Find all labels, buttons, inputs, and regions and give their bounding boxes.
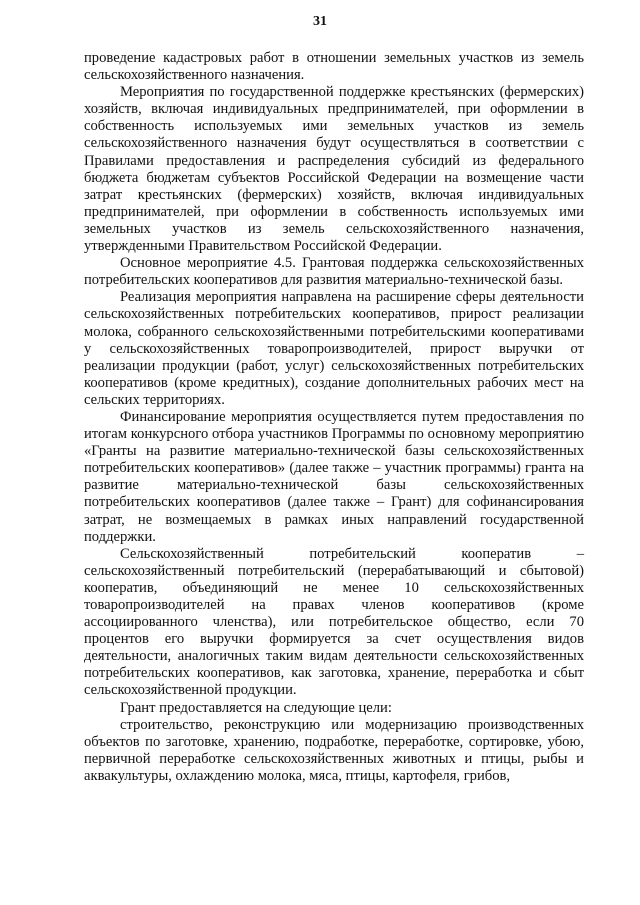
paragraph-implementation: Реализация мероприятия направлена на расширение сферы деятельности сельскохозяйственных потребительских кооперативов, прирост реализации молока, собранного сельскохозяйственными потребительскими кооперативами у сельскохозяйственных товаропроизводителей, прирост выручки от реализации продукции (работ, услуг) сельскохозяйственных потребительских кооперативов (кроме кредитных), создание дополнительных рабочих мест на сельских территориях. (84, 289, 584, 408)
paragraph-financing: Финансирование мероприятия осуществляется путем предоставления по итогам конкурсного отбора участников Программы по основному мероприятию «Гранты на развитие материально-технической базы сельскохозяйственных потребительских кооперативов» (далее также – участник программы) гранта на развитие материально-технической базы сельскохозяйственных потребительских кооперативов (далее также – Грант) для софинансирования затрат, не возмещаемых в рамках иных направлений государственной поддержки. (84, 408, 584, 545)
paragraph-grant-goals: Грант предоставляется на следующие цели: (120, 699, 392, 716)
paragraph-cooperative-definition: Сельскохозяйственный потребительский кооператив – сельскохозяйственный потребительский (перерабатывающий и сбытовой) кооператив, объединяющий не менее 10 сельскохозяйственных товаропроизводителей на правах членов кооперативов (кроме ассоциированного членства), или потребительское общество, если 70 процентов его выручки формируется за счет осуществления видов деятельности, аналогичных таким видам деятельности сельскохозяйственных потребительских кооперативов, как заготовка, хранение, переработка и сбыт сельскохозяйственной продукции. (84, 545, 584, 699)
paragraph-main-measure-4-5: Основное мероприятие 4.5. Грантовая поддержка сельскохозяйственных потребительских кооперативов для развития материально-технической базы. (84, 255, 584, 289)
paragraph-continuation: проведение кадастровых работ в отношении земельных участков из земель сельскохозяйственного назначения. (84, 50, 584, 84)
paragraph-construction: строительство, реконструкцию или модернизацию производственных объектов по заготовке, хранению, подработке, переработке, сортировке, убою, первичной переработке сельскохозяйственных животных и птицы, рыбы и аквакультуры, охлаждению молока, мяса, птицы, картофеля, грибов, (84, 716, 584, 784)
page-number: 31 (313, 14, 327, 29)
page-body (84, 50, 584, 785)
paragraph-farmer-support: Мероприятия по государственной поддержке крестьянских (фермерских) хозяйств, включая индивидуальных предпринимателей, при оформлении в собственность используемых ими земельных участков из земель сельскохозяйственного назначения будут осуществляться в соответствии с Правилами предоставления и распределения субсидий из федерального бюджета бюджетам субъектов Российской Федерации на возмещение части затрат крестьянских (фермерских) хозяйств, включая индивидуальных предпринимателей, при оформлении в собственность используемых ими земельных участков из земель сельскохозяйственного назначения, утвержденными Правительством Российской Федерации. (84, 84, 584, 255)
